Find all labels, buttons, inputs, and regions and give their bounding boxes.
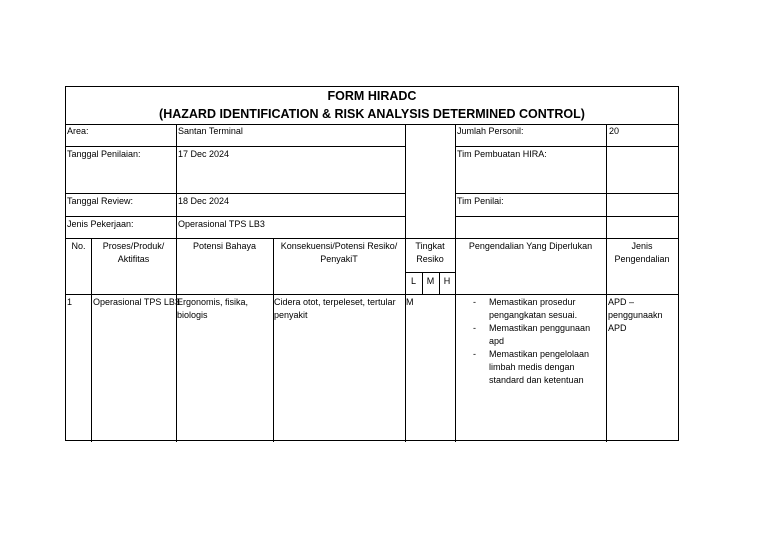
header-pengendalian: Pengendalian Yang Diperlukan (468, 241, 593, 251)
tanggal-penilaian-value: 17 Dec 2024 (178, 149, 230, 159)
header-l: L (410, 276, 416, 286)
row-controls (455, 295, 606, 388)
header-m: M (426, 276, 435, 286)
tanggal-review-value: 18 Dec 2024 (178, 196, 230, 206)
tanggal-review-label: Tanggal Review: (67, 196, 134, 206)
tim-pembuatan-label: Tim Pembuatan HIRA: (457, 149, 547, 159)
tim-penilai-value (607, 194, 677, 196)
tim-pembuatan-value (607, 147, 677, 149)
area-value: Santan Terminal (178, 126, 243, 136)
row-konsekuensi: Cidera otot, terpeleset, tertular penyakit (274, 297, 396, 320)
control-item: - Memastikan prosedur pengangkatan sesuai. (457, 296, 596, 322)
row-no: 1 (67, 297, 73, 307)
row-proses: Operasional TPS LB3 (93, 297, 180, 307)
tim-penilai-label: Tim Penilai: (457, 196, 504, 206)
header-tingkat: Tingkat Resiko (415, 241, 445, 264)
form-subtitle: (HAZARD IDENTIFICATION & RISK ANALYSIS DETERMINED CONTROL) (159, 107, 585, 121)
header-h: H (443, 276, 451, 286)
header-no: No. (71, 241, 86, 251)
jumlah-personil-label: Jumlah Personil: (457, 126, 524, 136)
header-konsekuensi: Konsekuensi/Potensi Resiko/ PenyakiT (280, 241, 398, 264)
jenis-pekerjaan-value: Operasional TPS LB3 (178, 219, 265, 229)
tanggal-penilaian-label: Tanggal Penilaian: (67, 149, 141, 159)
hiradc-form (65, 86, 679, 441)
jenis-pekerjaan-label: Jenis Pekerjaan: (67, 219, 134, 229)
row-potensi: Ergonomis, fisika, biologis (177, 297, 249, 320)
header-proses: Proses/Produk/ Aktifitas (102, 241, 165, 264)
control-item: - Memastikan penggunaan apd (457, 322, 596, 348)
control-item: - Memastikan pengelolaan limbah medis dengan standard dan ketentuan (457, 348, 596, 387)
jumlah-personil-value: 20 (609, 126, 620, 136)
header-jenis: Jenis Pengendalian (614, 241, 670, 264)
controls-list (457, 296, 596, 387)
area-label: Area: (67, 126, 89, 136)
header-potensi: Potensi Bahaya (192, 241, 257, 251)
row-jenis: APD – penggunaakn APD (608, 297, 663, 333)
form-title: FORM HIRADC (327, 89, 417, 103)
row-tingkat: M (406, 297, 414, 307)
